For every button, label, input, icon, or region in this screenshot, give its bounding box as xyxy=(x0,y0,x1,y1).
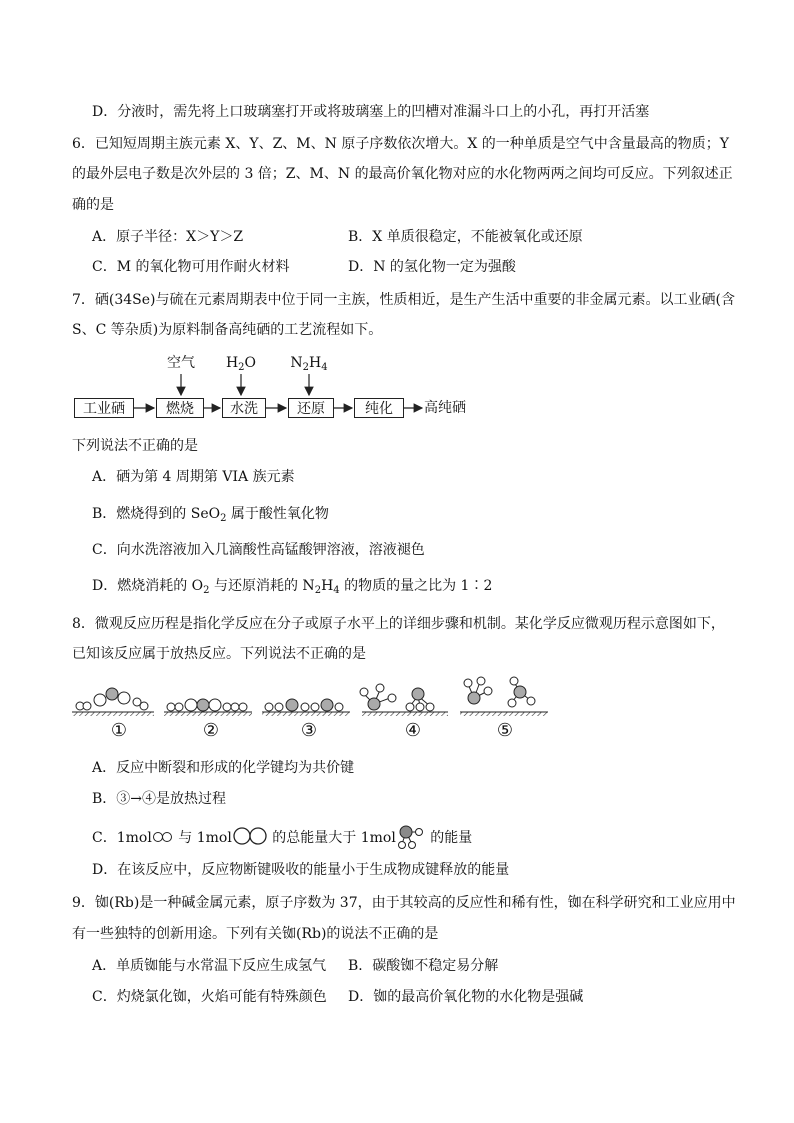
q9-stem-line2: 有一些独特的创新用途。下列有关铷(Rb)的说法不正确的是 xyxy=(72,926,439,942)
flow-box-purification: 纯化 xyxy=(354,398,404,418)
q8-option-b: B．③→④是放热过程 xyxy=(92,791,227,807)
q7-stem-line2: S、C 等杂质)为原料制备高纯硒的工艺流程如下。 xyxy=(72,322,383,338)
molecule-large-pair-icon xyxy=(232,826,268,846)
q9-option-d: D．铷的最高价氧化物的水化物是强碱 xyxy=(348,989,584,1005)
flow-box-reduction: 还原 xyxy=(288,398,334,418)
q7-option-b: B．燃烧得到的 SeO$_2$ 属于酸性氧化物 xyxy=(92,506,329,524)
molecules-step-5 xyxy=(464,677,535,707)
process-flow-diagram xyxy=(70,352,550,424)
q9-option-a: A．单质铷能与水常温下反应生成氢气 xyxy=(92,958,327,974)
micro-reaction-figures xyxy=(68,676,548,722)
q6-option-a: A．原子半径：X＞Y＞Z xyxy=(92,229,244,245)
micro-reaction-diagram xyxy=(68,676,548,746)
molecules-step-3 xyxy=(265,699,343,711)
flow-input-water: $H_2O$ xyxy=(225,355,257,373)
molecule-small-pair-icon xyxy=(152,830,174,844)
q9-stem-line1: 9．铷(Rb)是一种碱金属元素，原子序数为 37，由于其较高的反应性和稀有性，铷在科学研究和工业应用中 xyxy=(72,895,736,911)
q6-stem-line3: 确的是 xyxy=(72,197,114,213)
q7-option-c: C．向水洗溶液加入几滴酸性高锰酸钾溶液，溶液褪色 xyxy=(92,542,425,558)
q8-stem-line1: 8．微观反应历程是指化学反应在分子或原子水平上的详细步骤和机制。某化学反应微观历程示意图如下， xyxy=(72,616,725,632)
step-label-4: ④ xyxy=(404,720,422,741)
flow-box-industrial-selenium: 工业硒 xyxy=(74,398,134,418)
step-label-3: ③ xyxy=(300,720,318,741)
q9-option-c: C．灼烧氯化铷，火焰可能有特殊颜色 xyxy=(92,989,327,1005)
step-label-2: ② xyxy=(202,720,220,741)
molecules-step-1 xyxy=(76,688,148,710)
step-label-5: ⑤ xyxy=(496,720,514,741)
surface-step-2 xyxy=(164,712,252,716)
surface-step-5 xyxy=(460,712,548,716)
q8-option-a: A．反应中断裂和形成的化学键均为共价键 xyxy=(92,760,355,776)
q7-question: 下列说法不正确的是 xyxy=(72,438,198,454)
q8-option-d: D．在该反应中，反应物断键吸收的能量小于生成物成键释放的能量 xyxy=(92,862,510,878)
q6-stem-line2: 的最外层电子数是次外层的 3 倍；Z、M、N 的最高价氧化物对应的水化物两两之间均可反应。下列叙述正 xyxy=(72,166,733,182)
q5-option-d: D．分液时，需先将上口玻璃塞打开或将玻璃塞上的凹槽对准漏斗口上的小孔，再打开活塞 xyxy=(92,104,650,120)
q6-option-b: B．X 单质很稳定，不能被氧化或还原 xyxy=(348,229,583,245)
q6-option-d: D．N 的氢化物一定为强酸 xyxy=(348,259,516,275)
q6-stem-line1: 6．已知短周期主族元素 X、Y、Z、M、N 原子序数依次增大。X 的一种单质是空气中含量最高的物质；Y xyxy=(72,136,729,152)
surface-step-1 xyxy=(72,712,154,716)
surface-step-4 xyxy=(362,712,448,716)
step-label-1: ① xyxy=(110,720,128,741)
q8-option-c: C．1mol 与 1mol 的总能量大于 1mol 的能量 xyxy=(92,824,472,850)
molecules-step-4 xyxy=(360,684,434,711)
q6-option-c: C．M 的氧化物可用作耐火材料 xyxy=(92,259,290,275)
flow-input-air: 空气 xyxy=(167,355,195,371)
q7-stem-line1: 7．硒(34Se)与硫在元素周期表中位于同一主族，性质相近，是生产生活中重要的非金属元素。以工业硒(含 xyxy=(72,292,735,308)
flow-box-water-wash: 水洗 xyxy=(222,398,266,418)
q7-option-d: D．燃烧消耗的 $O_2$ 与还原消耗的 $N_2H_4$ 的物质的量之比为 1∶2 xyxy=(92,578,493,596)
flow-box-combustion: 燃烧 xyxy=(156,398,204,418)
flow-product: 高纯硒 xyxy=(424,400,466,416)
q7-option-a: A．硒为第 4 周期第 VIA 族元素 xyxy=(92,469,295,485)
surface-step-3 xyxy=(262,712,350,716)
flow-input-hydrazine: $N_2H_4$ xyxy=(290,355,328,373)
molecules-step-2 xyxy=(167,699,247,711)
product-molecule-icon xyxy=(396,824,426,850)
q8-stem-line2: 已知该反应属于放热反应。下列说法不正确的是 xyxy=(72,646,366,662)
q9-option-b: B．碳酸铷不稳定易分解 xyxy=(348,958,499,974)
